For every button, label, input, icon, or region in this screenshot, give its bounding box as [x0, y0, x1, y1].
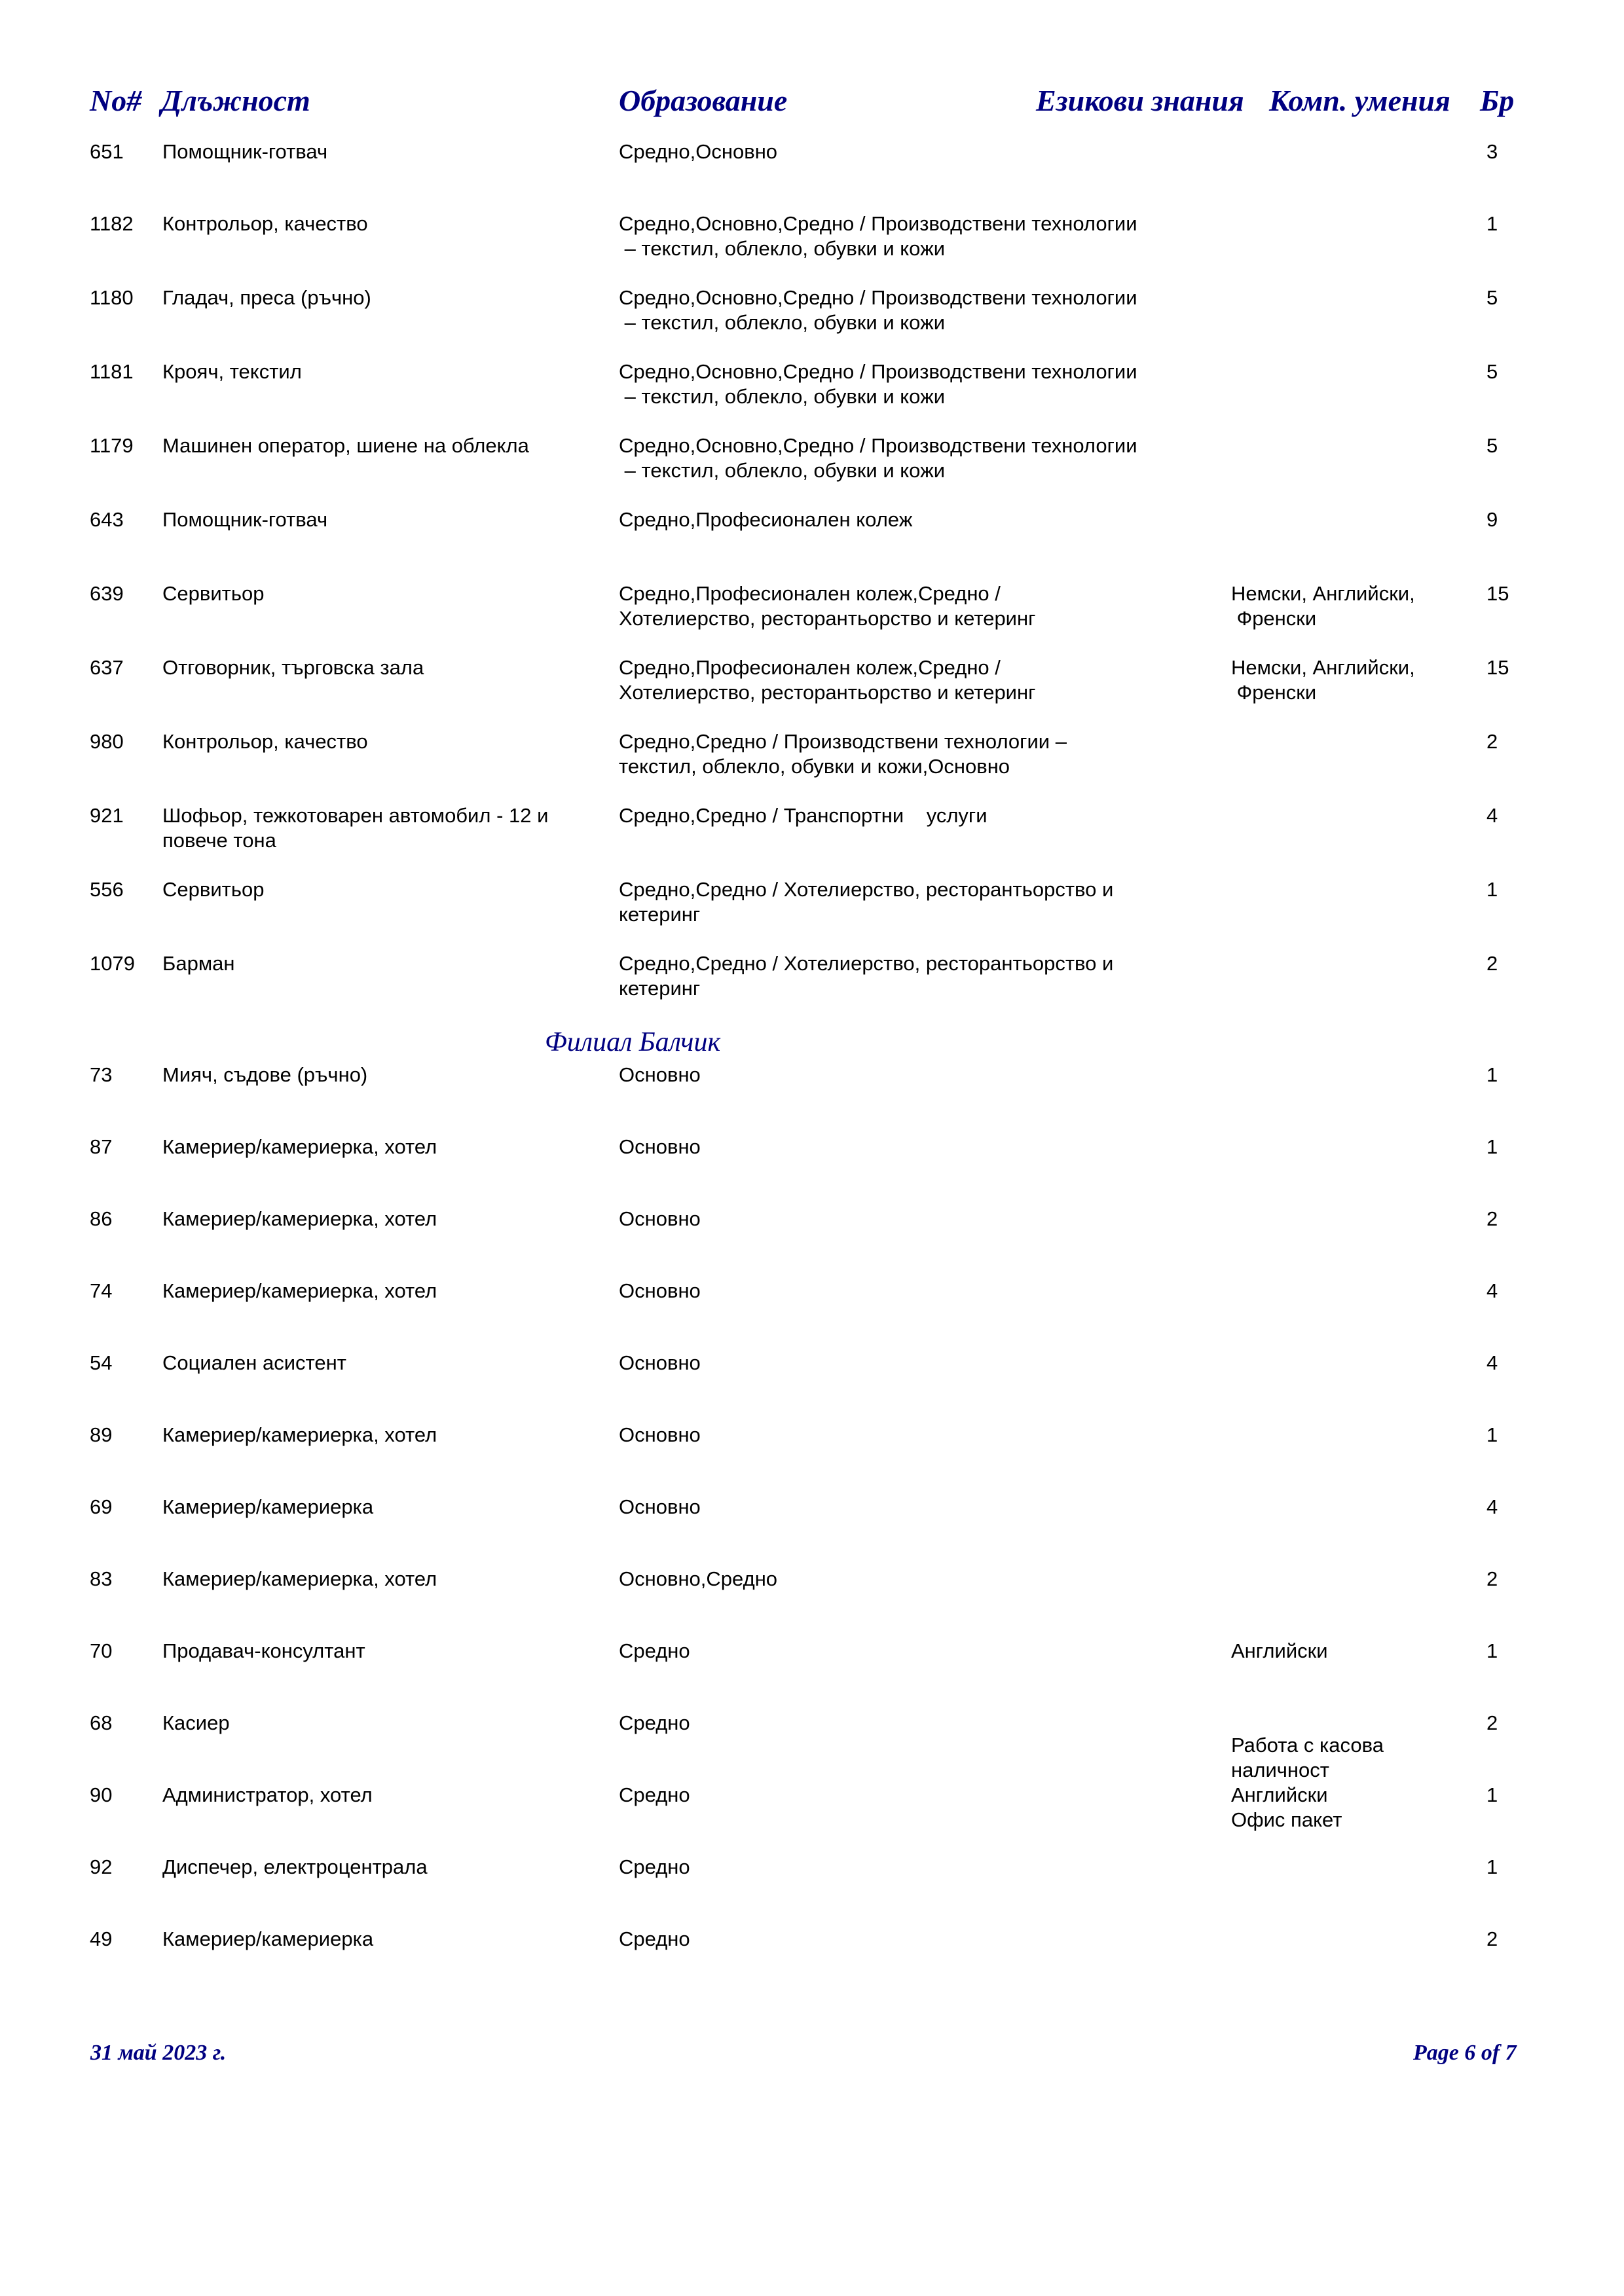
row-education: Основно [619, 1207, 701, 1230]
row-education: Средно,Основно,Средно / Производствени технологии – текстил, облекло, обувки и кожи [619, 286, 1137, 334]
row-number: 637 [90, 656, 124, 679]
row-count: 3 [1486, 140, 1498, 163]
row-languages: Работа с касова наличност Английски Офис пакет [1231, 1734, 1384, 1831]
row-languages: Немски, Английски, Френски [1231, 656, 1415, 704]
row-position: Камериер/камериерка, хотел [162, 1207, 437, 1230]
row-languages: Немски, Английски, Френски [1231, 582, 1415, 630]
row-number: 556 [90, 878, 124, 901]
row-position: Камериер/камериерка, хотел [162, 1135, 437, 1158]
row-count: 2 [1486, 1927, 1498, 1950]
row-position: Камериер/камериерка, хотел [162, 1567, 437, 1590]
row-count: 1 [1486, 1639, 1498, 1662]
row-number: 87 [90, 1135, 113, 1158]
row-education: Средно [619, 1711, 690, 1734]
row-number: 639 [90, 582, 124, 605]
column-header-count: Бр [1480, 84, 1515, 117]
row-education: Основно,Средно [619, 1567, 778, 1590]
row-number: 643 [90, 508, 124, 531]
row-position: Сервитьор [162, 582, 265, 605]
row-number: 74 [90, 1279, 113, 1302]
row-languages: Английски [1231, 1639, 1328, 1662]
row-education: Средно,Основно,Средно / Производствени технологии – текстил, облекло, обувки и кожи [619, 434, 1137, 482]
row-education: Основно [619, 1279, 701, 1302]
row-education: Средно,Средно / Производствени технологии – текстил, облекло, обувки и кожи,Основно [619, 730, 1067, 778]
row-number: 92 [90, 1855, 113, 1878]
row-count: 1 [1486, 1783, 1498, 1806]
row-education: Средно [619, 1783, 690, 1806]
row-education: Основно [619, 1495, 701, 1518]
row-count: 4 [1486, 1351, 1498, 1374]
row-count: 2 [1486, 1567, 1498, 1590]
row-education: Средно [619, 1927, 690, 1950]
row-education: Основно [619, 1351, 701, 1374]
row-number: 1182 [90, 212, 134, 235]
row-count: 9 [1486, 508, 1498, 531]
row-number: 1079 [90, 952, 135, 975]
column-header-languages: Езикови знания [1036, 84, 1244, 117]
row-number: 54 [90, 1351, 113, 1374]
row-position: Помощник-готвач [162, 140, 328, 163]
row-number: 70 [90, 1639, 113, 1662]
row-count: 1 [1486, 1855, 1498, 1878]
column-header-computer-skills: Комп. умения [1269, 84, 1450, 117]
row-count: 1 [1486, 212, 1498, 235]
row-education: Средно,Професионален колеж,Средно / Хотелиерство, ресторантьорство и кетеринг [619, 656, 1036, 704]
row-count: 1 [1486, 878, 1498, 901]
row-education: Средно,Професионален колеж,Средно / Хотелиерство, ресторантьорство и кетеринг [619, 582, 1036, 630]
row-position: Мияч, съдове (ръчно) [162, 1063, 368, 1086]
row-number: 86 [90, 1207, 113, 1230]
row-count: 2 [1486, 1207, 1498, 1230]
row-education: Основно [619, 1135, 701, 1158]
column-header-no: No# [90, 84, 142, 117]
footer-date: 31 май 2023 г. [90, 2041, 227, 2065]
row-education: Средно [619, 1639, 690, 1662]
row-count: 5 [1486, 434, 1498, 457]
row-position: Камериер/камериерка [162, 1495, 374, 1518]
row-count: 1 [1486, 1063, 1498, 1086]
row-position: Крояч, текстил [162, 360, 302, 383]
row-position: Продавач-консултант [162, 1639, 365, 1662]
row-number: 89 [90, 1423, 113, 1446]
row-education: Основно [619, 1063, 701, 1086]
row-count: 2 [1486, 952, 1498, 975]
row-number: 68 [90, 1711, 113, 1734]
row-count: 4 [1486, 804, 1498, 827]
row-number: 980 [90, 730, 124, 753]
row-education: Средно,Основно,Средно / Производствени технологии – текстил, облекло, обувки и кожи [619, 212, 1137, 260]
row-number: 921 [90, 804, 124, 827]
row-position: Шофьор, тежкотоварен автомобил - 12 и повече тона [162, 804, 549, 852]
row-count: 15 [1486, 582, 1509, 605]
row-education: Средно,Средно / Хотелиерство, ресторантьорство и кетеринг [619, 878, 1114, 926]
row-position: Камериер/камериерка, хотел [162, 1279, 437, 1302]
row-count: 1 [1486, 1135, 1498, 1158]
footer-page-number: Page 6 of 7 [1413, 2041, 1517, 2065]
section-title-balchik: Филиал Балчик [545, 1027, 721, 1057]
row-position: Социален асистент [162, 1351, 346, 1374]
row-education: Средно,Средно / Хотелиерство, ресторантьорство и кетеринг [619, 952, 1114, 1000]
column-header-position: Длъжност [161, 84, 310, 117]
row-count: 5 [1486, 286, 1498, 309]
row-education: Средно [619, 1855, 690, 1878]
row-position: Сервитьор [162, 878, 265, 901]
row-position: Камериер/камериерка [162, 1927, 374, 1950]
row-position: Контрольор, качество [162, 212, 368, 235]
row-education: Средно,Професионален колеж [619, 508, 913, 531]
row-position: Гладач, преса (ръчно) [162, 286, 371, 309]
row-count: 2 [1486, 730, 1498, 753]
row-position: Касиер [162, 1711, 230, 1734]
row-education: Средно,Основно,Средно / Производствени технологии – текстил, облекло, обувки и кожи [619, 360, 1137, 408]
row-number: 1180 [90, 286, 134, 309]
row-position: Контрольор, качество [162, 730, 368, 753]
row-position: Помощник-готвач [162, 508, 328, 531]
row-count: 2 [1486, 1711, 1498, 1734]
column-header-education: Образование [619, 84, 788, 117]
row-position: Барман [162, 952, 235, 975]
row-position: Машинен оператор, шиене на облекла [162, 434, 529, 457]
row-number: 83 [90, 1567, 113, 1590]
row-number: 1179 [90, 434, 134, 457]
row-count: 15 [1486, 656, 1509, 679]
row-education: Основно [619, 1423, 701, 1446]
row-number: 651 [90, 140, 124, 163]
row-number: 90 [90, 1783, 113, 1806]
row-number: 69 [90, 1495, 113, 1518]
row-number: 73 [90, 1063, 113, 1086]
row-education: Средно,Основно [619, 140, 778, 163]
row-number: 1181 [90, 360, 134, 383]
row-position: Администратор, хотел [162, 1783, 373, 1806]
row-position: Диспечер, електроцентрала [162, 1855, 428, 1878]
row-count: 5 [1486, 360, 1498, 383]
row-position: Отговорник, търговска зала [162, 656, 424, 679]
row-number: 49 [90, 1927, 113, 1950]
row-count: 4 [1486, 1495, 1498, 1518]
row-education: Средно,Средно / Транспортни услуги [619, 804, 987, 827]
row-count: 1 [1486, 1423, 1498, 1446]
row-position: Камериер/камериерка, хотел [162, 1423, 437, 1446]
row-count: 4 [1486, 1279, 1498, 1302]
